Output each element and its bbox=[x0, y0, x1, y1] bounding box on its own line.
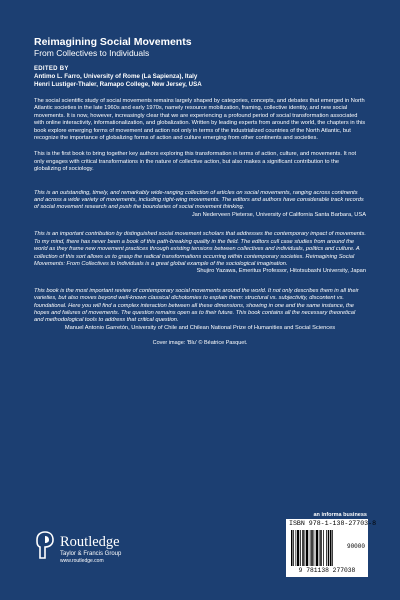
publisher-logo bbox=[36, 528, 176, 570]
description-paragraph: This is the first book to bring together key authors exploring this transformation in terms of action, culture, and movements. It not only engages with critical transformations in the nature of collective action, but also makes a significant contribution to the globalizing of sociology. bbox=[34, 151, 357, 173]
endorsement bbox=[34, 231, 366, 275]
price-code: 90000 bbox=[346, 543, 365, 550]
publisher-name: Routledge bbox=[60, 534, 120, 550]
book-title: Reimagining Social Movements bbox=[34, 36, 192, 48]
editor-line: Antimo L. Farro, University of Rome (La Sapienza), Italy bbox=[34, 73, 198, 80]
endorsement-attribution: Manuel Antonio Garretón, University of Chile and Chilean National Prize of Humanities and Social Sciences bbox=[64, 324, 336, 331]
routledge-logo-icon bbox=[36, 530, 54, 560]
endorsement bbox=[34, 288, 366, 332]
informa-label: an informa business bbox=[313, 512, 367, 518]
endorsement-quote: This is an outstanding, timely, and remarkably wide-ranging collection of articles on social movements, ranging across continents and across a wide variety of movements, including right-wing movements. The editors and authors have considerable track records of social movement research and push the boundaries of social movement thinking. bbox=[34, 189, 364, 211]
barcode-icon bbox=[291, 530, 349, 566]
endorsement-attribution: Jan Nederveen Pieterse, University of California Santa Barbara, USA bbox=[191, 211, 366, 218]
endorsement-quote: This is an important contribution by distinguished social movement scholars that addresses the contemporary impact of movements. To my mind, there has never been a book of this path-breaking quality in the field. The editors cull case studies from around the world as they frame new movement practices through existing tensions between collectives and individuals, politics and culture. A collection of this sort allows us to grasp the radical transformations occurring within contemporary societies. Reimagining Social Movements: From Collectives to Individuals is a great global example of the sociological imagination. bbox=[34, 231, 366, 267]
publisher-group: Taylor & Francis Group bbox=[60, 551, 122, 557]
editor-line: Henri Lustiger-Thaler, Ramapo College, New Jersey, USA bbox=[34, 81, 202, 88]
book-subtitle: From Collectives to Individuals bbox=[34, 48, 150, 58]
isbn-barcode bbox=[286, 519, 377, 577]
cover-image-credit: Cover image: 'Blu' © Béatrice Pasquet. bbox=[152, 340, 248, 347]
endorsement-quote: This book is the most important review of contemporary social movements around the world. It not only describes them in all their varieties, but also moves beyond well-known classical dichotomies to explain them: structural vs. subjectivity, discontent vs. foundational. Here you will find a complex interaction between all these dimensions, showing in one and the same instance, the hopes and failures of movements. The question remains open as to their future. This book contains all the necessary theoretical and methodological tools to address that critical question. bbox=[34, 287, 359, 324]
description-paragraph: The social scientific study of social movements remains largely shaped by categories, concepts, and debates that emerged in North Atlantic societies in the late 1960s and early 1970s, namely resource mobilization, framing, collective identity, and new social movements. It is now, however, increasingly clear that we are experiencing a profound period of social transformation associated with online interactivity, informationalization, and globalization. Written by leading experts from around the world, the chapters in this book explore emerging forms of movement and action not only in terms of the industrialized countries of the North Atlantic, but recognize the importance of globalizing forms of action and culture emerging from other continents and societies. bbox=[34, 98, 366, 142]
endorsement bbox=[34, 190, 366, 220]
edited-by-label: EDITED BY bbox=[34, 66, 69, 72]
endorsement-attribution: Shujiro Yazawa, Emeritus Professor, Hitotsubashi University, Japan bbox=[196, 268, 366, 275]
isbn-text: ISBN 978-1-138-27703-8 bbox=[289, 520, 377, 527]
publisher-url[interactable]: www.routledge.com bbox=[60, 558, 104, 564]
ean-digits: 9 781138 277038 bbox=[298, 567, 356, 574]
